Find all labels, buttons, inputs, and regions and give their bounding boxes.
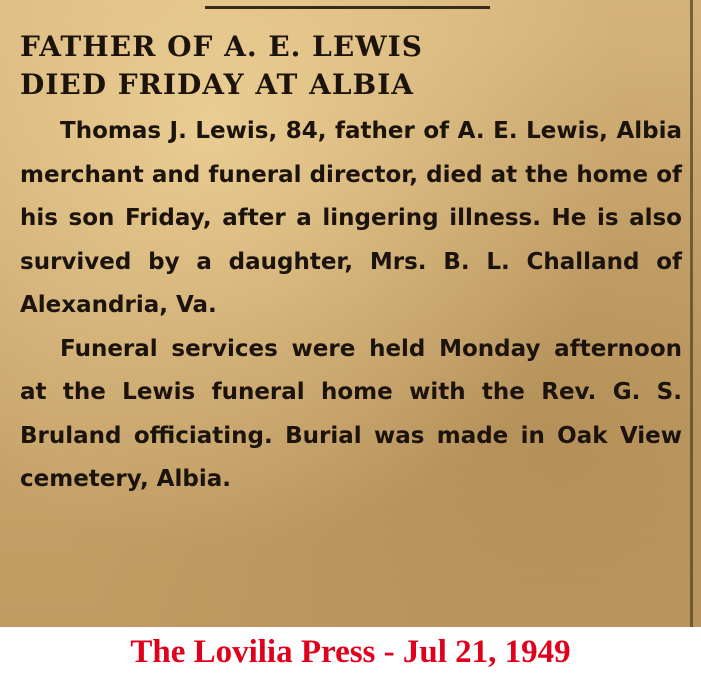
headline-line-1: FATHER OF A. E. LEWIS — [20, 30, 423, 63]
paragraph-2-text: Funeral services were held Monday afternoon at the Lewis funeral home with the Rev. G. S. Bruland officiating. Burial was made in Oak View cemetery, Albia. — [20, 335, 682, 492]
article-paragraph-2 — [20, 328, 682, 502]
article-paragraph-1 — [20, 110, 682, 328]
top-rule — [205, 6, 490, 9]
column-divider — [690, 0, 693, 627]
source-caption — [0, 627, 701, 678]
headline-line-2: DIED FRIDAY AT ALBIA — [20, 68, 415, 101]
paragraph-1-text: Thomas J. Lewis, 84, father of A. E. Lewis, Albia merchant and funeral director, died at the home of his son Friday, after a lingering illness. He is also survived by a daughter, Mrs. B. L. Challand of Alexandria, Va. — [20, 118, 682, 318]
article-column — [20, 28, 682, 502]
source-caption-text: The Lovilia Press - Jul 21, 1949 — [130, 634, 571, 670]
